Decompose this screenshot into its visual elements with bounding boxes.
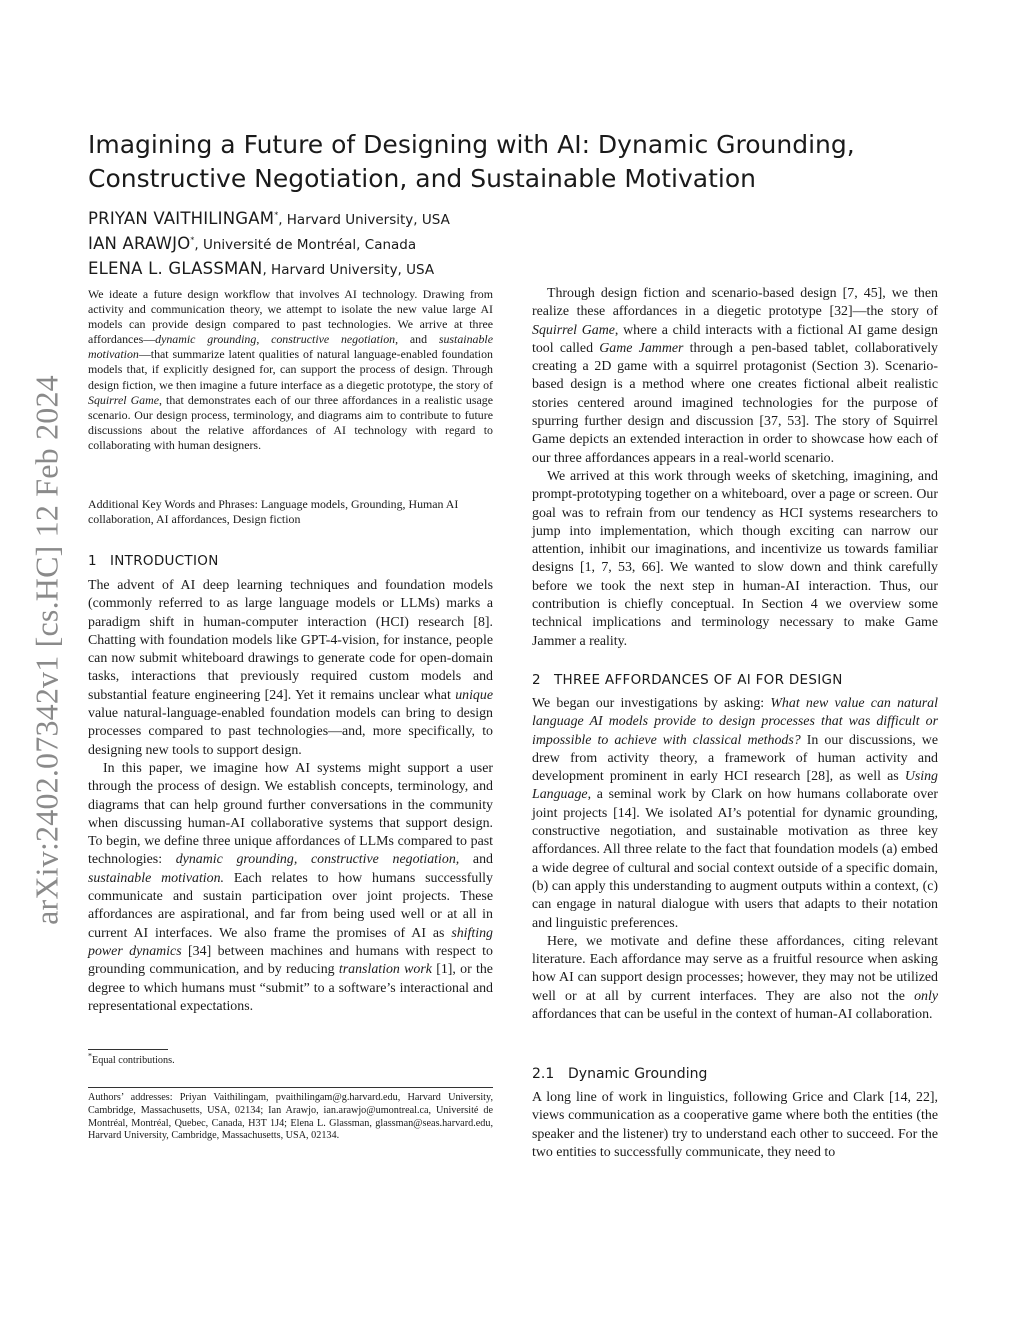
title-line-1: Imagining a Future of Designing with AI: Dynamic Grounding, (88, 130, 855, 159)
author-addresses: Authors’ addresses: Priyan Vaithilingam, pvaithilingam@g.harvard.edu, Harvard University, Cambridge, Massachusetts, USA, 02134; Ian Arawjo, ian.arawjo@umontreal.ca, Université de Montréal, Montréal, Quebec, Canada, H3T 1J4; Elena L. Glassman, glassman@seas.harvard.edu, Harvard University, Cambridge, Massachusetts, USA, 02134. (88, 1092, 493, 1142)
paragraph: The advent of AI deep learning techniques and foundation models (commonly referred to as large language models or LLMs) marks a paradigm shift in human-computer interaction (HCI) research [8]. Chatting with foundation models like GPT-4-vision, for instance, people can now submit whiteboard drawings to generate code for open-domain tasks, interactions that previously required custom models and substantial feature engineering [24]. Yet it remains unclear what unique value natural-language-enabled foundation models can bring to design processes compared to past technologies—and, more specifically, to designing new tools to support design. (88, 578, 493, 758)
arxiv-identifier (22, 350, 72, 950)
author-1: PRIYAN VAITHILINGAM*, Harvard University, USA (88, 209, 450, 228)
paragraph: Here, we motivate and define these affordances, citing relevant literature. Each affordance may serve as a fruitful resource when asking how AI can support design processes; however, they may not be utilized well or at all by current interfaces. They are also not the only affordances that can be useful in the context of human-AI collaboration. (532, 933, 938, 1023)
paragraph: A long line of work in linguistics, following Grice and Clark [14, 22], views communication as a cooperative game where both the entities (the speaker and the listener) try to understand each other to succeed. For the two entities to successfully communicate, they need to (532, 1090, 938, 1160)
footnote-rule (88, 1049, 168, 1050)
paragraph: We arrived at this work through weeks of sketching, imagining, and prompt-prototyping together on a whiteboard, over a page or screen. Our goal was to refrain from our tendency as HCI systems researchers to jump into implementation, which though exciting can narrow our attention, inhibit our imaginations, and incentivize us towards familiar designs [1, 7, 53, 66]. We wanted to slow down and think carefully before we took the next step in human-AI interaction. Thus, our contribution is chiefly conceptual. In Section 4 we overview some technical implications and terminology necessary to make Game Jammer a reality. (532, 468, 938, 649)
paragraph: We began our investigations by asking: What new value can natural language AI models provide to design processes that was difficult or impossible to achieve with classical methods? In our discussions, we drew from activity theory, a framework of human activity and development prominent in early HCI research [28], as well as Using Language, a seminal work by Clark on how humans collaborate over joint projects [14]. We isolated AI’s potential for dynamic grounding, constructive negotiation, and sustainable motivation as three key affordances. All three relate to the fact that foundation models (a) embed a wide degree of cultural and social context outside of a specific domain, (b) can apply this understanding to augment outputs within a context, (c) can engage in natural dialogue with users that adapts to their notation and linguistic preferences. (532, 696, 938, 931)
arxiv-identifier-text: arXiv:2402.07342v1 [cs.HC] 12 Feb 2024 (28, 375, 65, 925)
section-heading-three-affordances: 2 THREE AFFORDANCES OF AI FOR DESIGN (532, 672, 843, 688)
right-column-intro (532, 285, 938, 651)
subsection-heading-dynamic-grounding: 2.1 Dynamic Grounding (532, 1066, 708, 1082)
author-list (88, 207, 688, 282)
dynamic-grounding-body (532, 1089, 938, 1162)
title-line-2: Constructive Negotiation, and Sustainable Motivation (88, 164, 756, 193)
section-heading-introduction: 1 INTRODUCTION (88, 553, 219, 569)
address-rule (88, 1087, 493, 1088)
paper-title (88, 128, 948, 196)
three-affordances-body (532, 695, 938, 1024)
author-3: ELENA L. GLASSMAN, Harvard University, USA (88, 259, 435, 278)
abstract: We ideate a future design workflow that involves AI technology. Drawing from activity and communication theory, we attempt to isolate the new value large AI models can provide design compared to past technologies. We arrive at three affordances—dynamic grounding, constructive negotiation, and sustainable motivation—that summarize latent qualities of natural language-enabled foundation models that, if explicitly designed for, can support the process of design. Through design fiction, we then imagine a future interface as a diegetic prototype, the story of Squirrel Game, that demonstrates each of our three affordances in a realistic usage scenario. Our design process, terminology, and diagrams aim to contribute to future discussions about the relative affordances of AI technology with regard to collaborating with human designers. (88, 287, 493, 452)
footnote: *Equal contributions. (88, 1051, 175, 1066)
introduction-body (88, 577, 493, 1016)
paragraph: In this paper, we imagine how AI systems might support a user through the process of design. We establish concepts, terminology, and diagrams that can help ground further conversations in the community when discussing human-AI collaborative systems that support design. To begin, we define three unique affordances of LLMs compared to past technologies: dynamic grounding, constructive negotiation, and sustainable motivation. Each relates to how humans successfully communicate and sustain participation over joint projects. These affordances are aspirational, and far from being used well or at all in current AI interfaces. We also frame the promises of AI as shifting power dynamics [34] between machines and humans with respect to grounding communication, and by reducing translation work [1], or the degree to which humans must “submit” to a software’s interactional and representational expectations. (88, 760, 493, 1014)
keywords: Additional Key Words and Phrases: Language models, Grounding, Human AI collaboration, AI affordances, Design fiction (88, 497, 459, 527)
paragraph: Through design fiction and scenario-based design [7, 45], we then realize these affordances in a diegetic prototype [32]—the story of Squirrel Game, where a child interacts with a fictional AI game design tool called Game Jammer through a pen-based tablet, collaboratively creating a 2D game with a squirrel protagonist (Section 3). Scenario-based design is a method where one creates fictional albeit realistic stories centered around imagined technologies for the purpose of spurring further design and discussion [37, 53]. The story of Squirrel Game depicts an extended interaction in order to showcase how each of our three affordances appears in a real-world scenario. (532, 286, 938, 466)
author-2: IAN ARAWJO*, Université de Montréal, Canada (88, 234, 417, 253)
